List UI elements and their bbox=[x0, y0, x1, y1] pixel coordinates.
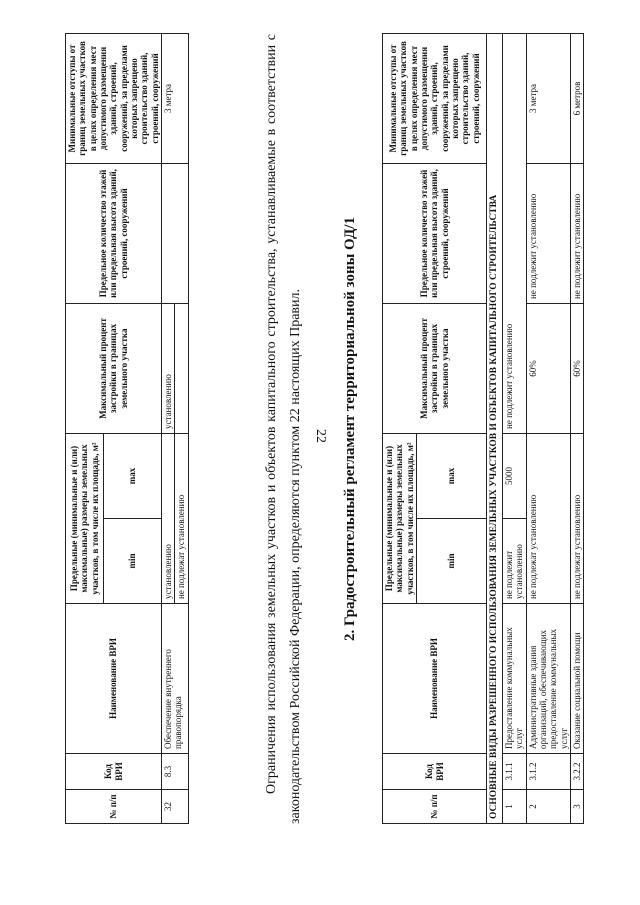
cell-floors: не подлежит установлению bbox=[526, 163, 570, 303]
cell-floors bbox=[162, 163, 189, 303]
cell-size-b: не подлежат установлению bbox=[175, 433, 188, 603]
cell-empty bbox=[175, 303, 188, 433]
header-max: max bbox=[417, 433, 487, 518]
header-floors: Предельное количество этажей или предельная высота зданий, строений, сооружений bbox=[383, 163, 487, 303]
cell-size: не подлежат установлению bbox=[571, 433, 584, 603]
cell-name: Оказание социальной помощи bbox=[571, 604, 584, 754]
cell-size-a: установлению bbox=[162, 433, 175, 603]
cell-percent: 60% bbox=[526, 303, 570, 433]
section-row: ОСНОВНЫЕ ВИДЫ РАЗРЕШЕННОГО ИСПОЛЬЗОВАНИЯ ЗЕМЕЛЬНЫХ УЧАСТКОВ И ОБЪЕКТОВ КАПИТАЛЬНОГО СТРОИТЕЛЬСТВА bbox=[487, 33, 503, 823]
cell-setback: 3 метра bbox=[162, 33, 189, 163]
table-lower bbox=[382, 33, 584, 824]
cell-name: Предоставление коммунальных услуг bbox=[502, 604, 526, 754]
header-num: № п/п bbox=[66, 790, 162, 824]
cell-min: не подлежит установлению bbox=[502, 519, 526, 604]
header-percent: Максимальный процент застройки в границах земельного участка bbox=[383, 303, 487, 433]
table-row bbox=[571, 33, 584, 823]
header-setback: Минимальные отступы от границ земельных участков в целях определения мест допустимого размещения зданий, строений, сооружений, за пределами которых запрещено строительство зданий, строений, сооружений bbox=[383, 33, 487, 163]
header-num: № п/п bbox=[383, 790, 487, 824]
table-row bbox=[526, 33, 570, 823]
header-name: Наименование ВРИ bbox=[66, 604, 162, 754]
table-upper bbox=[65, 33, 189, 824]
cell-num: 32 bbox=[162, 790, 189, 824]
cell-percent: установлению bbox=[162, 303, 175, 433]
cell-rest: не подлежит установлению bbox=[502, 33, 526, 433]
header-setback: Минимальные отступы от границ земельных участков в целях определения мест допустимого размещения зданий, строений, сооружений, за пределами которых запрещено строительство зданий, строений, сооружений bbox=[66, 33, 162, 163]
header-percent: Максимальный процент застройки в границах земельного участка bbox=[66, 303, 162, 433]
table-row bbox=[502, 33, 526, 823]
cell-percent: 60% bbox=[571, 303, 584, 433]
header-max: max bbox=[104, 433, 162, 518]
cell-setback: 3 метра bbox=[526, 33, 570, 163]
header-name: Наименование ВРИ bbox=[383, 604, 487, 754]
cell-max: 5000 bbox=[502, 433, 526, 518]
page-number: 22 bbox=[313, 429, 328, 443]
cell-num: 1 bbox=[502, 790, 526, 824]
cell-setback: 6 метров bbox=[571, 33, 584, 163]
cell-num: 2 bbox=[526, 790, 570, 824]
header-code: Код ВРИ bbox=[66, 754, 162, 790]
restrictions-paragraph: Ограничения использования земельных участков и объектов капитального строительства, устанавливаемые в соответствии с законодательством Российской Федерации, определяются пунктом 22 настоящих Правил. bbox=[264, 34, 303, 824]
header-code: Код ВРИ bbox=[383, 754, 487, 790]
cell-num: 3 bbox=[571, 790, 584, 824]
cell-floors: не подлежит установлению bbox=[571, 163, 584, 303]
cell-code: 3.1.1 bbox=[502, 754, 526, 790]
header-min: min bbox=[104, 519, 162, 604]
section-heading: 2. Градостроительный регламент территориальной зоны ОД/1 bbox=[342, 217, 358, 641]
header-min: min bbox=[417, 519, 487, 604]
table-row bbox=[162, 33, 175, 823]
cell-code: 3.1.2 bbox=[526, 754, 570, 790]
cell-name: Административные здания организаций, обеспечивающих предоставление коммунальных услуг bbox=[526, 604, 570, 754]
cell-size: не подлежат установлению bbox=[526, 433, 570, 603]
cell-code: 3.2.2 bbox=[571, 754, 584, 790]
cell-code: 8.3 bbox=[162, 754, 189, 790]
header-size: Предельные (минимальные и (или) максимальные) размеры земельных участков, в том числе их площадь, м² bbox=[66, 433, 104, 603]
header-size: Предельные (минимальные и (или) максимальные) размеры земельных участков, в том числе их площадь, м² bbox=[383, 433, 417, 603]
header-floors: Предельное количество этажей или предельная высота зданий, строений, сооружений bbox=[66, 163, 162, 303]
rotated-page bbox=[40, 12, 600, 852]
cell-name: Обеспечение внутреннего правопорядка bbox=[162, 604, 189, 754]
